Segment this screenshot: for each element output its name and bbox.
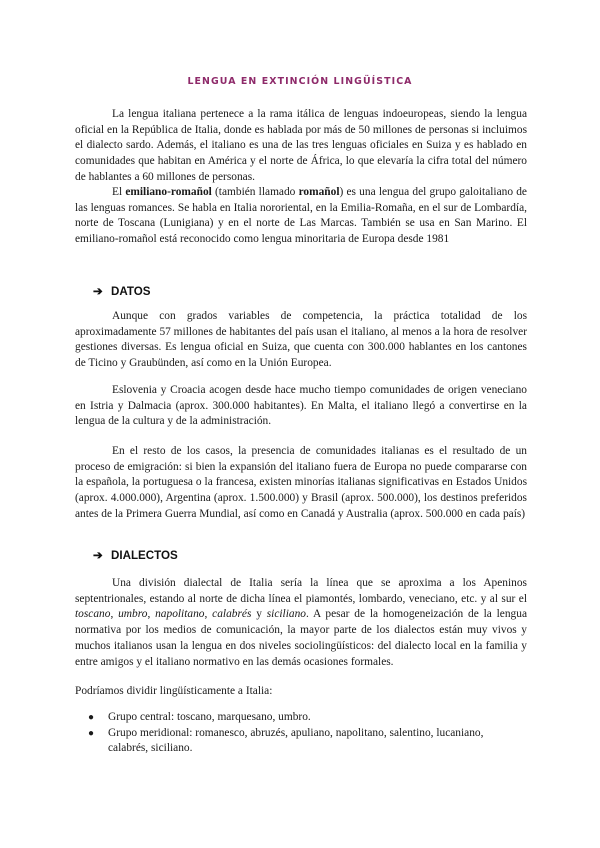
bullet-icon: ● — [88, 727, 95, 739]
text-run: (también llamado — [211, 186, 299, 198]
term-romanol: romañol — [298, 186, 340, 198]
list-item-text: Grupo meridional: romanesco, abruzés, apuliano, napolitano, salentino, lucaniano, calabrés, siciliano. — [108, 726, 484, 755]
list-item-text: Grupo central: toscano, marquesano, umbro. — [108, 711, 311, 723]
intro-paragraph-1: La lengua italiana pertenece a la rama itálica de lenguas indoeuropeas, siendo la lengua oficial en la República de Italia, donde es hablada por más de 50 millones de personas si incluimos el dialecto sardo. Además, el italiano es una de las tres lenguas oficiales en Suiza y es hablado en comunidades que habitan en América y el norte de África, lo que elevaría la cifra total del número de hablantes a 60 millones de personas. — [75, 108, 527, 183]
section-heading-datos — [93, 284, 151, 298]
dialect-napolitano: napolitano — [155, 608, 205, 621]
text-run: y — [251, 608, 267, 621]
datos-paragraph-1: Aunque con grados variables de competencia, la práctica totalidad de los aproximadamente 57 millones de habitantes del país usan el italiano, al menos a la hora de resolver gestiones diversas. Es lengua oficial en Suiza, que cuenta con 300.000 hablantes en los cantones de Ticino y Graubünden, así como en la Unión Europea. — [75, 310, 527, 370]
text-run: , — [147, 608, 156, 621]
text-run: Una división dialectal de Italia sería la línea que se aproxima a los Apeninos septentrionales, estando al norte de dicha línea el piamontés, lombardo, veneciano, etc. y al sur el — [75, 577, 527, 605]
dialectos-paragraph-2: Podríamos dividir lingüísticamente a Italia: — [75, 685, 273, 697]
section-heading-dialectos — [93, 548, 178, 562]
arrow-right-icon: ➔ — [93, 549, 103, 562]
list-item — [75, 726, 515, 757]
text-run: ) es una lengua del grupo galoitaliano de las lenguas romances. Se habla en Italia nororiental, en la Emilia-Romaña, en el sur de Lombardía, norte de Toscana (Lunigiana) y en el norte de Las Marcas. También se usa en San Marino. El emiliano-romañol está reconocido como lengua minoritaria de Europa desde 1981 — [75, 186, 527, 246]
dialect-umbro: umbro — [118, 608, 148, 621]
intro-paragraph-2 — [75, 185, 527, 248]
arrow-right-icon: ➔ — [93, 285, 103, 298]
section-heading-label: DATOS — [111, 285, 151, 298]
section-heading-label: DIALECTOS — [111, 549, 178, 562]
dialect-group-list — [75, 710, 515, 757]
dialect-calabres: calabrés — [212, 608, 252, 621]
bullet-icon: ● — [88, 712, 95, 723]
text-run: , — [110, 608, 119, 621]
text-run: El — [112, 186, 126, 198]
text-run: . A pesar de la homogeneización de la lengua normativa por los medios de comunicación, la mayor parte de los dialectos están muy vivos y muchos italianos usan la lengua en dos niveles sociolingüísticos: del dialecto local en la familia y entre amigos y el italiano normativo en las demás ocasiones formales. — [75, 608, 527, 668]
datos-paragraph-3: En el resto de los casos, la presencia de comunidades italianas es el resultado de un proceso de emigración: si bien la expansión del italiano fuera de Europa no puede compararse con la española, la portuguesa o la francesa, existen minorías italianas significativas en Estados Unidos (aprox. 4.000.000), Argentina (aprox. 1.500.000) y Brasil (aprox. 500.000), los destinos preferidos antes de la Primera Guerra Mundial, así como en Canadá y Australia (aprox. 500.000 en cada país) — [75, 445, 527, 520]
dialect-siciliano: siciliano — [266, 608, 306, 621]
term-emiliano-romanol: emiliano-romañol — [125, 186, 212, 198]
dialect-toscano: toscano — [75, 608, 111, 621]
document-title: LENGUA EN EXTINCIÓN LINGÜÍSTICA — [187, 76, 413, 87]
list-item — [75, 710, 515, 726]
text-run: , — [204, 608, 213, 621]
datos-paragraph-2: Eslovenia y Croacia acogen desde hace mucho tiempo comunidades de origen veneciano en Istria y Dalmacia (aprox. 300.000 habitantes). En Malta, el italiano llegó a convertirse en la lengua de la cultura y de la administración. — [75, 384, 527, 428]
dialectos-paragraph-1 — [75, 576, 527, 670]
